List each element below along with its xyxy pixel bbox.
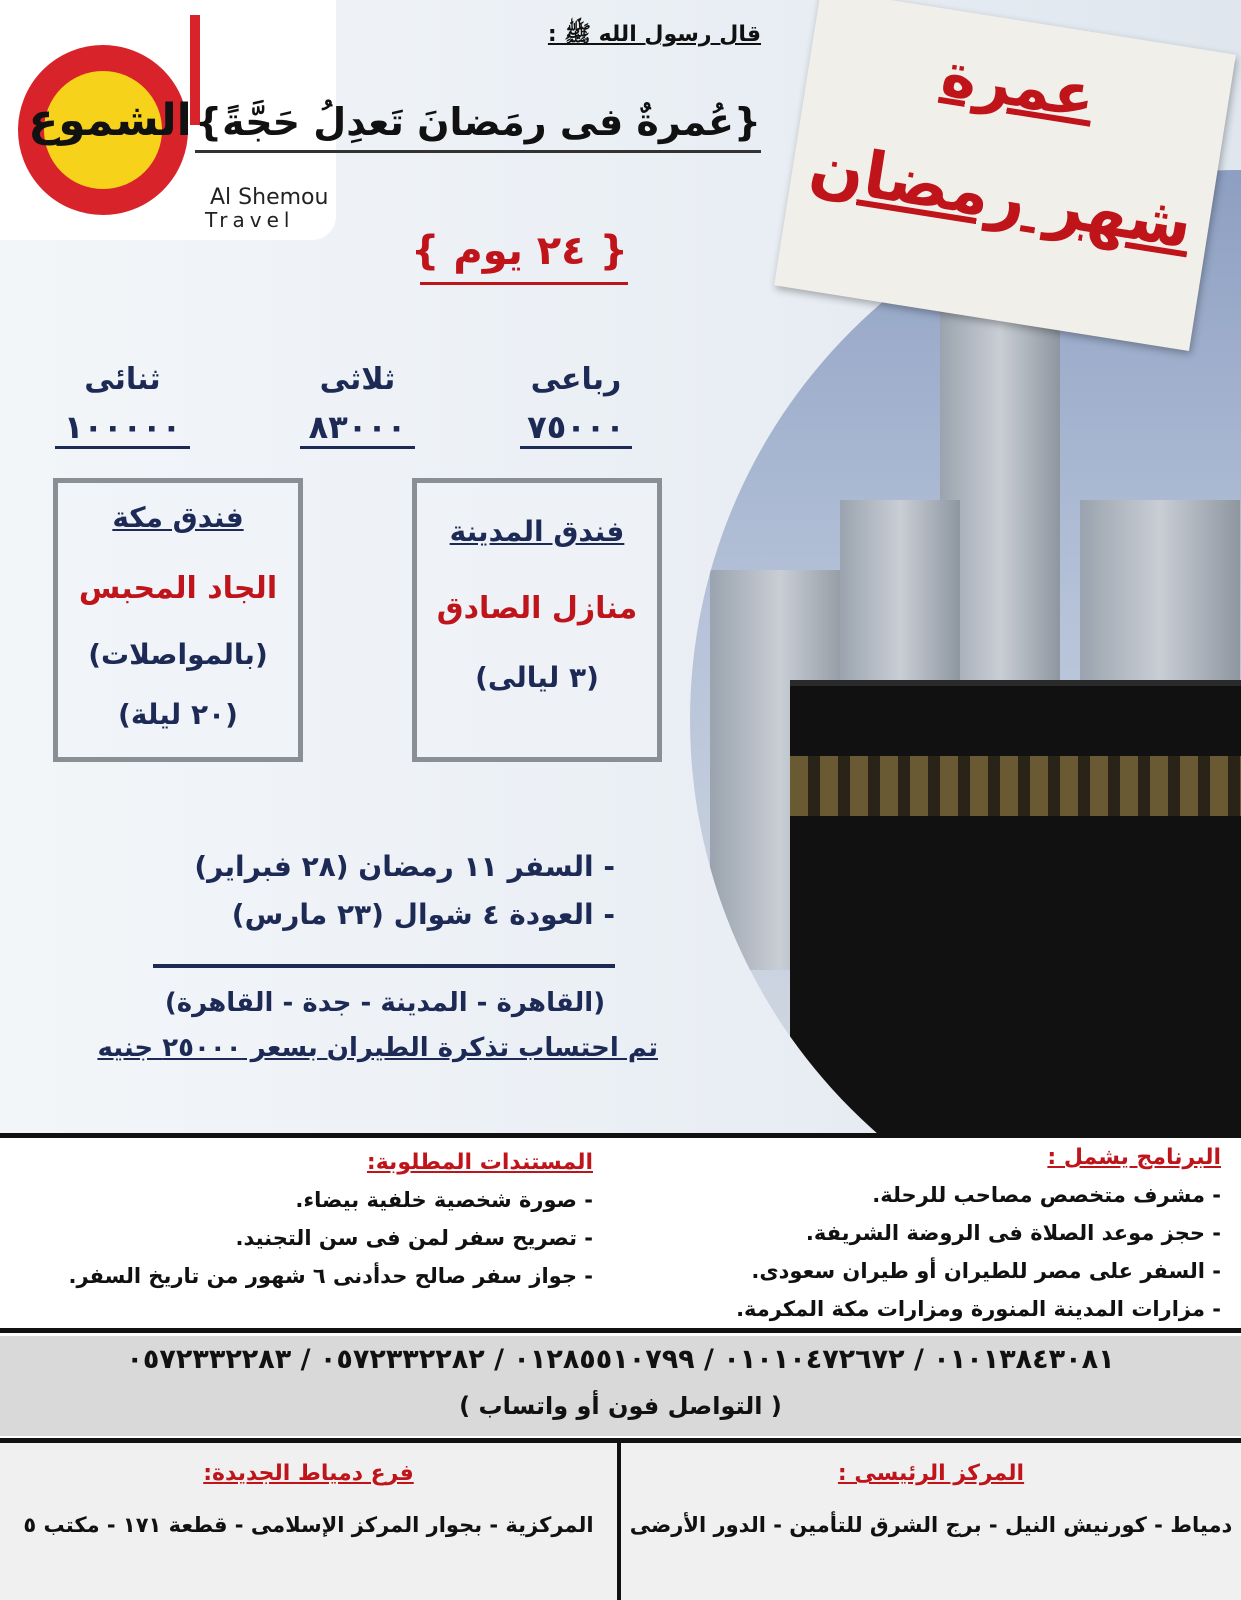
hotel-title: فندق مكة (112, 501, 244, 534)
program-item: - مشرف متخصص مصاحب للرحلة. (872, 1183, 1221, 1207)
hotel-nights: (٢٠ ليلة) (118, 698, 238, 731)
route: (القاهرة - المدينة - جدة - القاهرة) (164, 988, 606, 1018)
return-date: - العودة ٤ شوال (٢٣ مارس) (231, 898, 615, 931)
program-item: - السفر على مصر للطيران أو طيران سعودى. (751, 1259, 1221, 1283)
divider (153, 964, 615, 968)
divider (0, 1328, 1241, 1333)
hotel-transport: (بالمواصلات) (88, 638, 268, 671)
price-label: رباعى (530, 362, 622, 397)
program-item: - حجز موعد الصلاة فى الروضة الشريفة. (805, 1221, 1221, 1245)
new-branch-title: فرع دمياط الجديدة: (203, 1461, 414, 1486)
price-value: ١٠٠٠٠٠ (55, 408, 190, 449)
program-title: البرنامج يشمل : (1047, 1145, 1221, 1170)
program-item: - مزارات المدينة المنورة ومزارات مكة المكرمة. (736, 1297, 1221, 1321)
hadith-text: {عُمرةٌ فى رمَضانَ تَعدِلُ حَجَّةً} (195, 100, 761, 153)
price-label: ثنائى (84, 362, 161, 397)
hotel-name: الجاد المحبس (78, 571, 278, 606)
phone-numbers: ٠١٠١٣٨٤٣٠٨١ / ٠١٠١٠٤٧٢٦٧٢ / ٠١٢٨٥٥١٠٧٩٩ / ٠٥٧٢٣٣٢٢٨٢ / ٠٥٧٢٣٣٢٢٨٣ (126, 1344, 1115, 1375)
divider (0, 1133, 1241, 1138)
price-label: ثلاثى (319, 362, 396, 397)
hotel-madinah-box (412, 478, 662, 762)
banner-line2: شهر رمضان (804, 129, 1197, 264)
departure-date: - السفر ١١ رمضان (٢٨ فبراير) (194, 850, 615, 883)
airfare-note: تم احتساب تذكرة الطيران بسعر ٢٥٠٠٠ جنيه (97, 1033, 658, 1063)
hotel-title: فندق المدينة (449, 515, 625, 548)
document-item: - تصريح سفر لمن فى سن التجنيد. (235, 1226, 593, 1250)
price-value: ٨٣٠٠٠ (300, 408, 415, 449)
hotel-name: منازل الصادق (436, 591, 638, 626)
banner-line1: عمرة (936, 39, 1100, 133)
document-item: - جواز سفر صالح حدأدنى ٦ شهور من تاريخ السفر. (68, 1264, 593, 1288)
contact-note: ( التواصل فون أو واتساب ) (459, 1392, 782, 1420)
branches (0, 1443, 1241, 1600)
program-section (736, 1145, 1221, 1328)
documents-section (69, 1150, 594, 1295)
logo-text-en: Al Shemou (210, 185, 329, 210)
price-value: ٧٥٠٠٠ (520, 408, 632, 449)
duration: { ٢٤ يوم } (420, 228, 628, 285)
hotel-nights: (٣ ليالى) (475, 661, 599, 694)
contact-bar (0, 1336, 1241, 1436)
main-branch-title: المركز الرئيسى : (837, 1461, 1025, 1486)
logo-text-ar: الشموع (28, 95, 192, 146)
new-branch-address: المركزية - بجوار المركز الإسلامى - قطعة ١٧١ - مكتب ٥ (23, 1513, 594, 1537)
kaaba (790, 680, 1241, 1133)
documents-title: المستندات المطلوبة: (366, 1150, 593, 1175)
main-branch-address: دمياط - كورنيش النيل - برج الشرق للتأمين - الدور الأرضى (629, 1513, 1233, 1537)
hadith-intro: قال رسول الله ﷺ : (547, 22, 761, 47)
hotel-makkah-box (53, 478, 303, 762)
logo-sub: Travel (205, 208, 295, 232)
document-item: - صورة شخصية خلفية بيضاء. (295, 1188, 593, 1212)
